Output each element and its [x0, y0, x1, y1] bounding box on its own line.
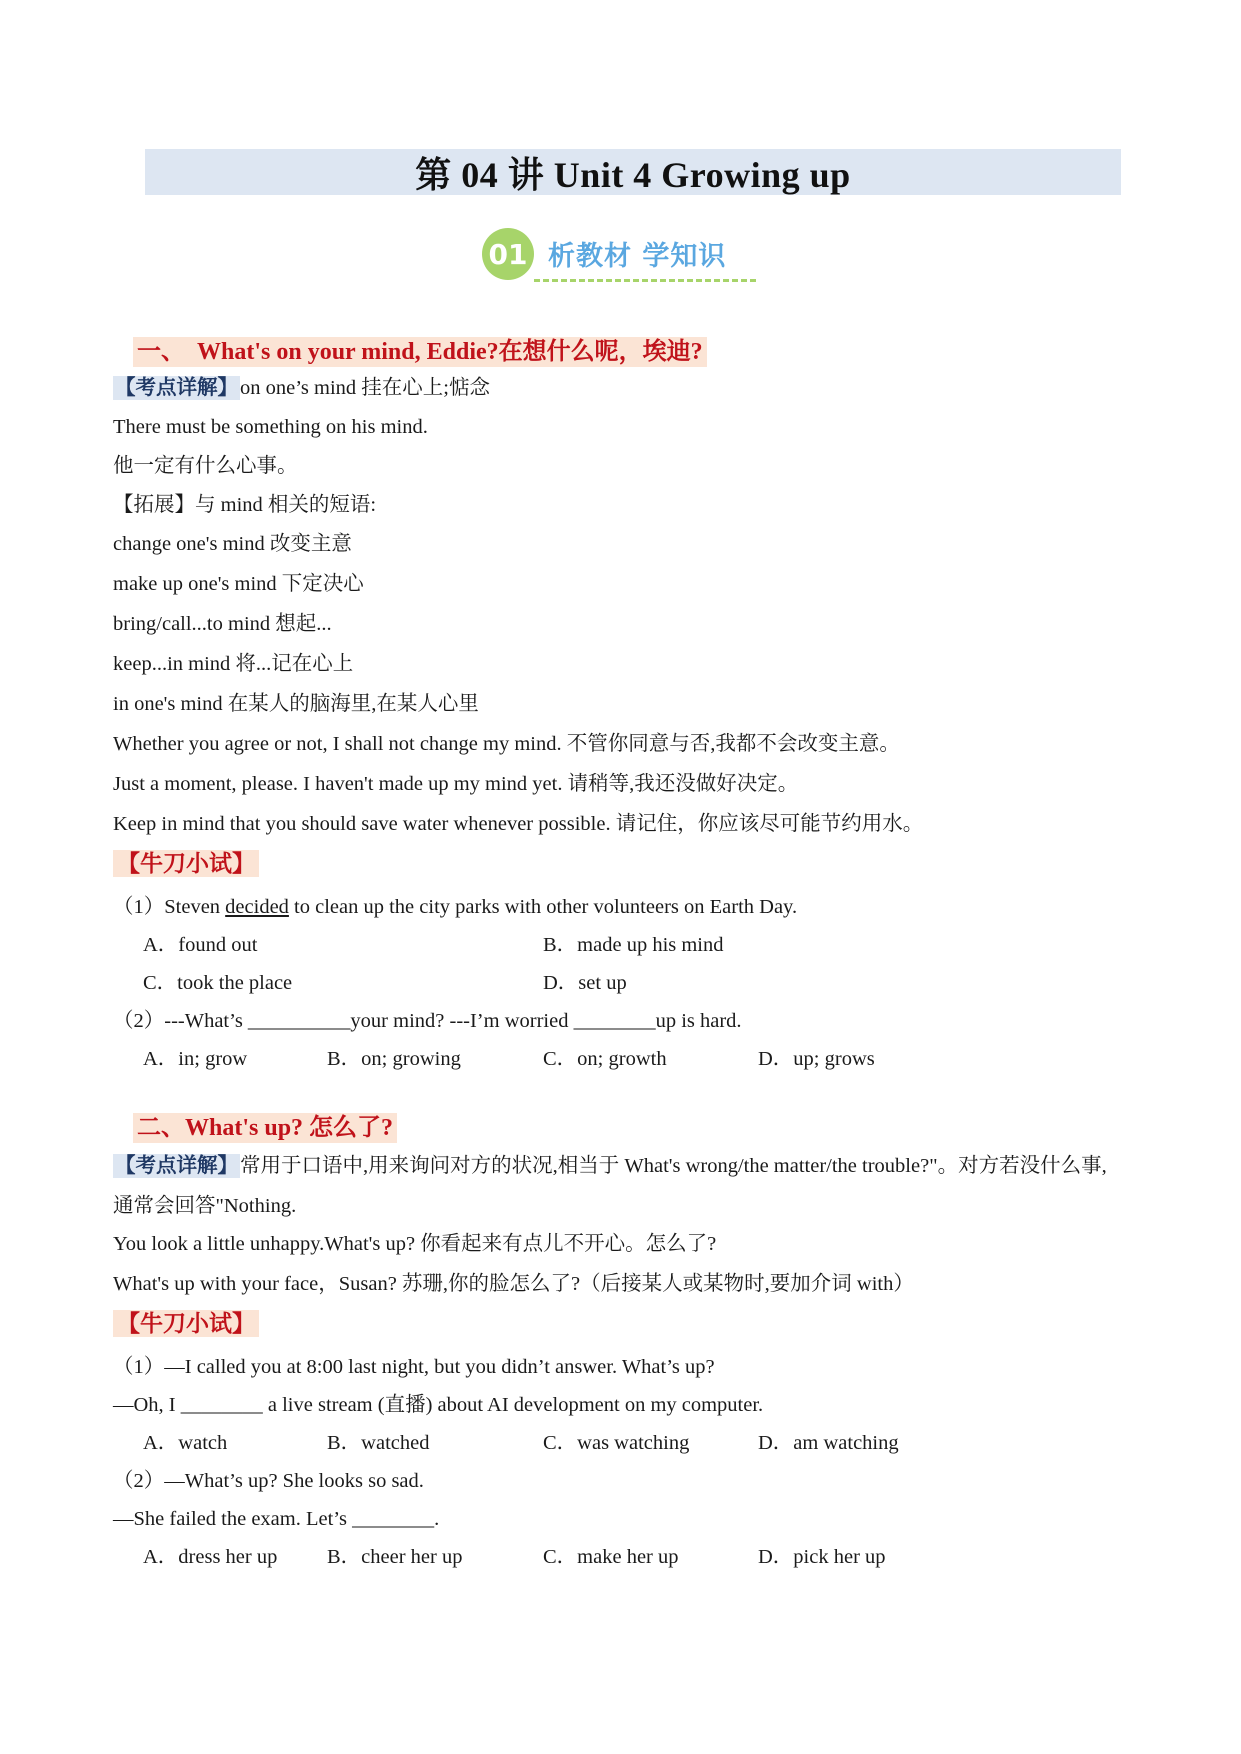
practice-tag: 【牛刀小试】 [113, 1310, 259, 1337]
part1-extend: 【拓展】与 mind 相关的短语: [113, 494, 377, 516]
option-c: C．on; growth [543, 1048, 667, 1070]
part1-heading-text: What's on your mind, Eddie?在想什么呢，埃迪? [197, 339, 703, 365]
option-b: B．watched [327, 1432, 430, 1454]
section-number-badge: 01 [482, 228, 534, 280]
part1-heading [133, 331, 707, 366]
part2-question-1-line2: —Oh, I ________ a live stream (直播) about AI development on my computer. [113, 1394, 764, 1416]
part2-practice [113, 1310, 259, 1339]
option-c: C．was watching [543, 1432, 690, 1454]
underlined-word: decided [225, 896, 289, 918]
part1-practice [113, 850, 259, 879]
part2-heading-text: 二、What's up? 怎么了? [133, 1113, 397, 1143]
option-a: A．dress her up [143, 1546, 278, 1568]
option-b: B．made up his mind [543, 934, 724, 956]
detail-text: on one’s mind 挂在心上;惦念 [240, 377, 490, 399]
option-c: C．took the place [143, 972, 293, 994]
phrase-item: keep...in mind 将...记在心上 [113, 653, 354, 675]
phrase-item: in one's mind 在某人的脑海里,在某人心里 [113, 693, 479, 715]
option-b: B．on; growing [327, 1048, 461, 1070]
option-a: A．found out [143, 934, 258, 956]
phrase-item: make up one's mind 下定决心 [113, 573, 364, 595]
part2-heading [133, 1107, 397, 1142]
part2-example: What's up with your face，Susan? 苏珊,你的脸怎么了?（后接某人或某物时,要加介词 with） [113, 1273, 914, 1295]
section-badge-underline [534, 279, 756, 282]
part2-question-2-line1: （2）—What’s up? She looks so sad. [113, 1470, 424, 1492]
title-bar [145, 149, 1121, 195]
option-d: D．pick her up [758, 1546, 886, 1568]
part1-heading-number: 一、 [137, 339, 185, 365]
option-a: A．in; grow [143, 1048, 248, 1070]
option-d: D．am watching [758, 1432, 899, 1454]
page-title: 第 04 讲 Unit 4 Growing up [415, 154, 851, 195]
question-text: to clean up the city parks with other volunteers on Earth Day. [288, 896, 798, 918]
detail-tag: 【考点详解】 [115, 1155, 238, 1177]
sentence-item: Just a moment, please. I haven't made up my mind yet. 请稍等,我还没做好决定。 [113, 773, 799, 795]
part2-example: You look a little unhappy.What's up? 你看起来有点儿不开心。怎么了? [113, 1233, 717, 1255]
part1-question-1 [113, 893, 797, 921]
part1-detail [113, 374, 490, 402]
sentence-item: Whether you agree or not, I shall not change my mind. 不管你同意与否,我都不会改变主意。 [113, 733, 900, 755]
part2-question-1-line1: （1）—I called you at 8:00 last night, but you didn’t answer. What’s up? [113, 1356, 715, 1378]
part1-example-cn: 他一定有什么心事。 [113, 455, 298, 477]
phrase-item: bring/call...to mind 想起... [113, 613, 332, 635]
phrase-item: change one's mind 改变主意 [113, 533, 352, 555]
part1-question-2: （2）---What’s __________your mind? ---I’m worried ________up is hard. [113, 1010, 742, 1032]
section-badge [482, 228, 757, 286]
detail-text: 常用于口语中,用来询问对方的状况,相当于 What's wrong/the matter/the trouble?"。对方若没什么事,通常会回答"Nothing. [113, 1155, 1107, 1217]
part2-detail [113, 1146, 1123, 1226]
option-d: D．set up [543, 972, 627, 994]
sentence-item: Keep in mind that you should save water whenever possible. 请记住，你应该尽可能节约用水。 [113, 813, 924, 835]
option-b: B．cheer her up [327, 1546, 463, 1568]
option-c: C．make her up [543, 1546, 679, 1568]
section-badge-title: 析教材 学知识 [548, 241, 727, 272]
question-text: （1）Steven [113, 896, 226, 918]
option-d: D．up; grows [758, 1048, 875, 1070]
practice-tag: 【牛刀小试】 [113, 850, 259, 877]
part2-question-2-line2: —She failed the exam. Let’s ________. [113, 1508, 440, 1530]
option-a: A．watch [143, 1432, 228, 1454]
detail-tag: 【考点详解】 [115, 377, 238, 399]
part1-example-en: There must be something on his mind. [113, 416, 428, 438]
